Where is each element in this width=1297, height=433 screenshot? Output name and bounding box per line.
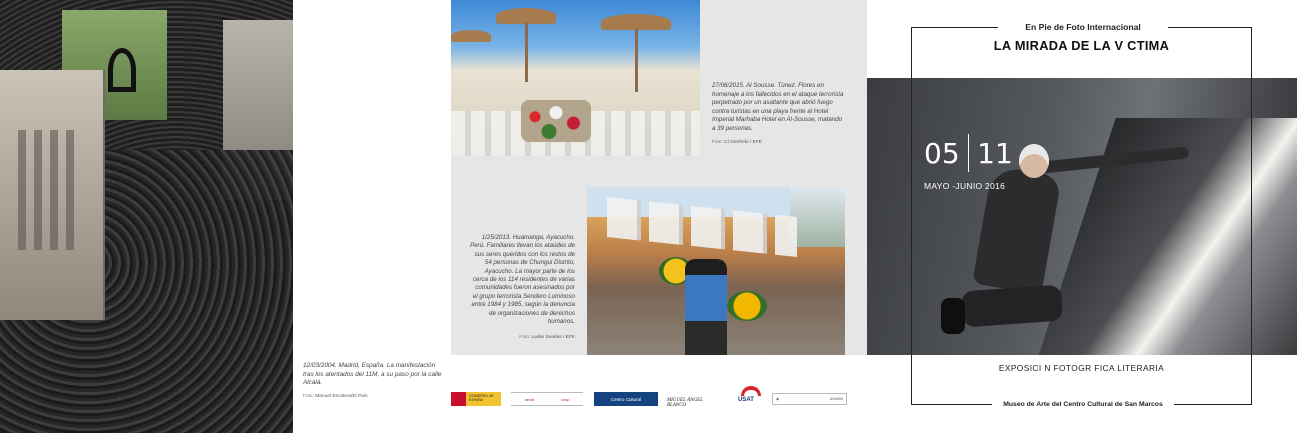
crowd-photo: [0, 0, 293, 433]
mab-logo-text: MIGUEL ÁNGEL BLANCO: [667, 398, 703, 408]
crowd-credit-name: Manuel Escalera/El País: [315, 393, 368, 399]
ccsp-logo-text: ccsp: [561, 396, 570, 402]
cover-series: En Pie de Foto Internacional: [998, 21, 1168, 33]
procession-caption: [470, 234, 575, 343]
cover-date-day: 05: [924, 136, 960, 170]
date-separator: [968, 134, 970, 172]
miguel-angel-blanco-logo: [667, 388, 715, 408]
cover-exhibit-type: EXPOSICI N FOTOGR FICA LITERARIA: [998, 363, 1165, 373]
sponsor-logos: [451, 386, 851, 412]
yellow-flowers: [727, 291, 767, 321]
cover-date-month: 11: [977, 136, 1013, 170]
beach-credit-name: Cl Gerthelo / EFE: [724, 139, 762, 145]
cover-title: LA MIRADA DE LA V CTIMA: [993, 38, 1170, 53]
umbrella-pole: [635, 28, 638, 92]
beach-umbrella: [451, 30, 491, 42]
cover-venue: Museo de Arte del Centro Cultural de San Marcos: [992, 400, 1174, 410]
beach-memorial-photo: [451, 0, 700, 156]
left-building: [0, 70, 105, 320]
procession-caption-text: 1/25/2013. Huamanga, Ayacucho. Perú. Familiares llevan los ataúdes de sus seres queridos con los restos de 54 personas de Chungui Distrito, Ayacucho. La mayor parte de los cerca de los 114 residentes de varias comunidades fueron asesinados por el grupo terrorista Sendero Luminoso entre 1984 y 1985, según la denuncia de organizaciones de derechos humanos.: [470, 234, 575, 326]
procession-credit-name: Leslie Searles / EFE: [531, 335, 575, 341]
cover-date-range: MAYO -JUNIO 2016: [924, 181, 1006, 191]
unmsm-seal-icon: ◉: [776, 397, 780, 401]
aecid-logo: [511, 392, 583, 406]
cover-frame: [911, 27, 1252, 405]
spain-logo-text: GOBIERNO DE ESPAÑA: [469, 394, 494, 402]
spain-government-logo: [451, 392, 501, 406]
crowd-caption: [303, 362, 443, 401]
procession-credit: [470, 334, 575, 342]
procession-credit-label: Foto:: [519, 335, 531, 341]
flower-tributes: [521, 100, 591, 142]
coffins: [607, 197, 797, 257]
usat-arc-inner: [744, 390, 758, 396]
crowd-caption-text: 12/03/2004. Madrid, España. La manifestación tras los atentados del 11M, a su paso por la calle Alcalá.: [303, 362, 442, 387]
cultural-center-logo: [594, 392, 658, 406]
unmsm-logo-text: UNMSM: [829, 397, 843, 401]
beach-caption: [712, 82, 847, 147]
unmsm-logo: [772, 393, 847, 405]
procession-photo: [587, 187, 845, 355]
mourner: [685, 259, 727, 355]
cultural-center-logo-text: Centro Cultural: [610, 396, 642, 402]
beach-caption-text: 27/06/2015. Al Sousse. Túnez. Flores en homenaje a los fallecidos en el ataque terrorista perpetrado por un asaltante que abrió fuego contra turistas en una playa frente al Hotel Imperial Marhaba Hotel en Al-Sousse, matando a 39 personas.: [712, 82, 844, 132]
black-ribbon-icon: [108, 48, 136, 92]
aecid-logo-text: aecid: [524, 396, 535, 402]
crowd-credit: [303, 393, 443, 402]
cover-date: [924, 133, 1013, 173]
usat-logo: [738, 386, 764, 408]
beach-credit-label: Foto:: [712, 139, 723, 145]
mountain-sky: [790, 187, 845, 247]
crowd-credit-label: Foto:: [303, 393, 314, 399]
usat-logo-text: USAT: [738, 397, 754, 403]
beach-credit: [712, 139, 847, 148]
umbrella-pole: [525, 22, 528, 82]
